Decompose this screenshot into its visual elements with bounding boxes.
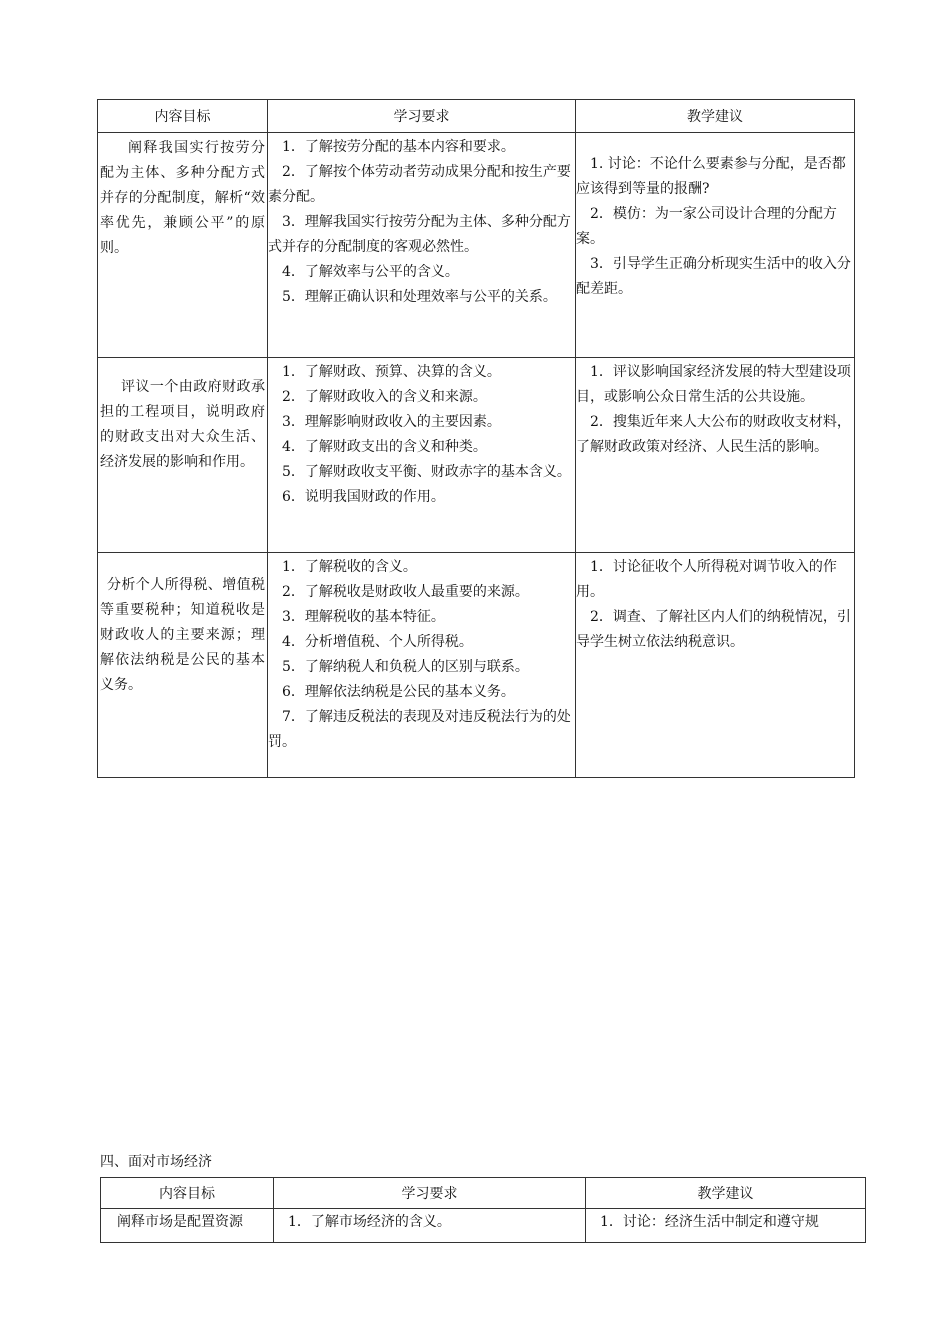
table-header-row	[98, 100, 855, 133]
requirements-table	[97, 99, 855, 778]
goal-text: 分析个人所得税、增值税等重要税种；知道税收是财政收人的主要来源；理解依法纳税是公民的基本义务。	[100, 577, 265, 693]
table-row	[101, 1209, 866, 1243]
requirements-cell	[268, 553, 576, 778]
list-item: 7．了解违反税法的表现及对违反税法行为的处罚。	[268, 709, 571, 750]
list-item: 3．理解我国实行按劳分配为主体、多种分配方式并存的分配制度的客观必然性。	[268, 214, 571, 255]
goal-text: 阐释我国实行按劳分配为主体、多种分配方式并存的分配制度，解析“效率优先，兼顾公平”的原则。	[100, 140, 265, 256]
header-content-goal: 内容目标	[98, 100, 268, 133]
list-item: 4．了解财政支出的含义和种类。	[282, 439, 487, 455]
list-item: 6．说明我国财政的作用。	[282, 489, 445, 505]
table-header-row	[101, 1178, 866, 1209]
header-teaching-suggestions: 教学建议	[586, 1178, 866, 1209]
list-item: 1．讨论征收个人所得税对调节收入的作用。	[576, 559, 837, 600]
list-item: 2．了解财政收入的含义和来源。	[282, 389, 487, 405]
list-item: 1．了解市场经济的含义。	[288, 1214, 451, 1230]
list-item: 1．了解财政、预算、决算的含义。	[282, 364, 501, 380]
list-item: 4．分析增值税、个人所得税。	[282, 634, 473, 650]
list-item: 4．了解效率与公平的含义。	[282, 264, 459, 280]
suggestions-cell	[576, 133, 855, 358]
suggestions-cell	[586, 1209, 866, 1243]
header-learning-requirements: 学习要求	[268, 100, 576, 133]
market-economy-table	[100, 1177, 866, 1243]
goal-cell	[98, 133, 268, 358]
section-heading: 四、面对市场经济	[100, 1154, 212, 1170]
list-item: 2．搜集近年来人大公布的财政收支材料，了解财政政策对经济、人民生活的影响。	[576, 414, 851, 455]
list-item: 6．理解依法纳税是公民的基本义务。	[282, 684, 515, 700]
list-item: 1．讨论：经济生活中制定和遵守规	[600, 1214, 819, 1230]
goal-text: 评议一个由政府财政承担的工程项目，说明政府的财政支出对大众生活、经济发展的影响和作用。	[100, 379, 265, 470]
suggestions-cell	[576, 553, 855, 778]
list-item: 1．评议影响国家经济发展的特大型建设项目，或影响公众日常生活的公共设施。	[576, 364, 851, 405]
list-item: 1．了解按劳分配的基本内容和要求。	[282, 139, 515, 155]
list-item: 2．调查、了解社区内人们的纳税情况，引导学生树立依法纳税意识。	[576, 609, 851, 650]
list-item: 2．模仿：为一家公司设计合理的分配方案。	[576, 206, 837, 247]
list-item: 2．了解税收是财政收人最重要的来源。	[282, 584, 529, 600]
table-row	[98, 358, 855, 553]
list-item: 5．理解正确认识和处理效率与公平的关系。	[282, 289, 557, 305]
header-learning-requirements: 学习要求	[274, 1178, 586, 1209]
requirements-cell	[268, 358, 576, 553]
list-item: 1．了解税收的含义。	[282, 559, 417, 575]
goal-cell	[98, 553, 268, 778]
list-item: 3．引导学生正确分析现实生活中的收入分配差距。	[576, 256, 851, 297]
requirements-cell	[268, 133, 576, 358]
table-row	[98, 553, 855, 778]
goal-cell	[98, 358, 268, 553]
list-item: 5．了解纳税人和负税人的区别与联系。	[282, 659, 529, 675]
goal-cell	[101, 1209, 274, 1243]
list-item: 1. 讨论：不论什么要素参与分配，是否都应该得到等量的报酬?	[576, 156, 846, 197]
list-item: 3．理解税收的基本特征。	[282, 609, 445, 625]
list-item: 2．了解按个体劳动者劳动成果分配和按生产要素分配。	[268, 164, 571, 205]
header-content-goal: 内容目标	[101, 1178, 274, 1209]
list-item: 3．理解影响财政收入的主要因素。	[282, 414, 501, 430]
goal-text: 阐释市场是配置资源	[117, 1214, 243, 1230]
list-item: 5．了解财政收支平衡、财政赤字的基本含义。	[282, 464, 571, 480]
suggestions-cell	[576, 358, 855, 553]
table-row	[98, 133, 855, 358]
header-teaching-suggestions: 教学建议	[576, 100, 855, 133]
requirements-cell	[274, 1209, 586, 1243]
